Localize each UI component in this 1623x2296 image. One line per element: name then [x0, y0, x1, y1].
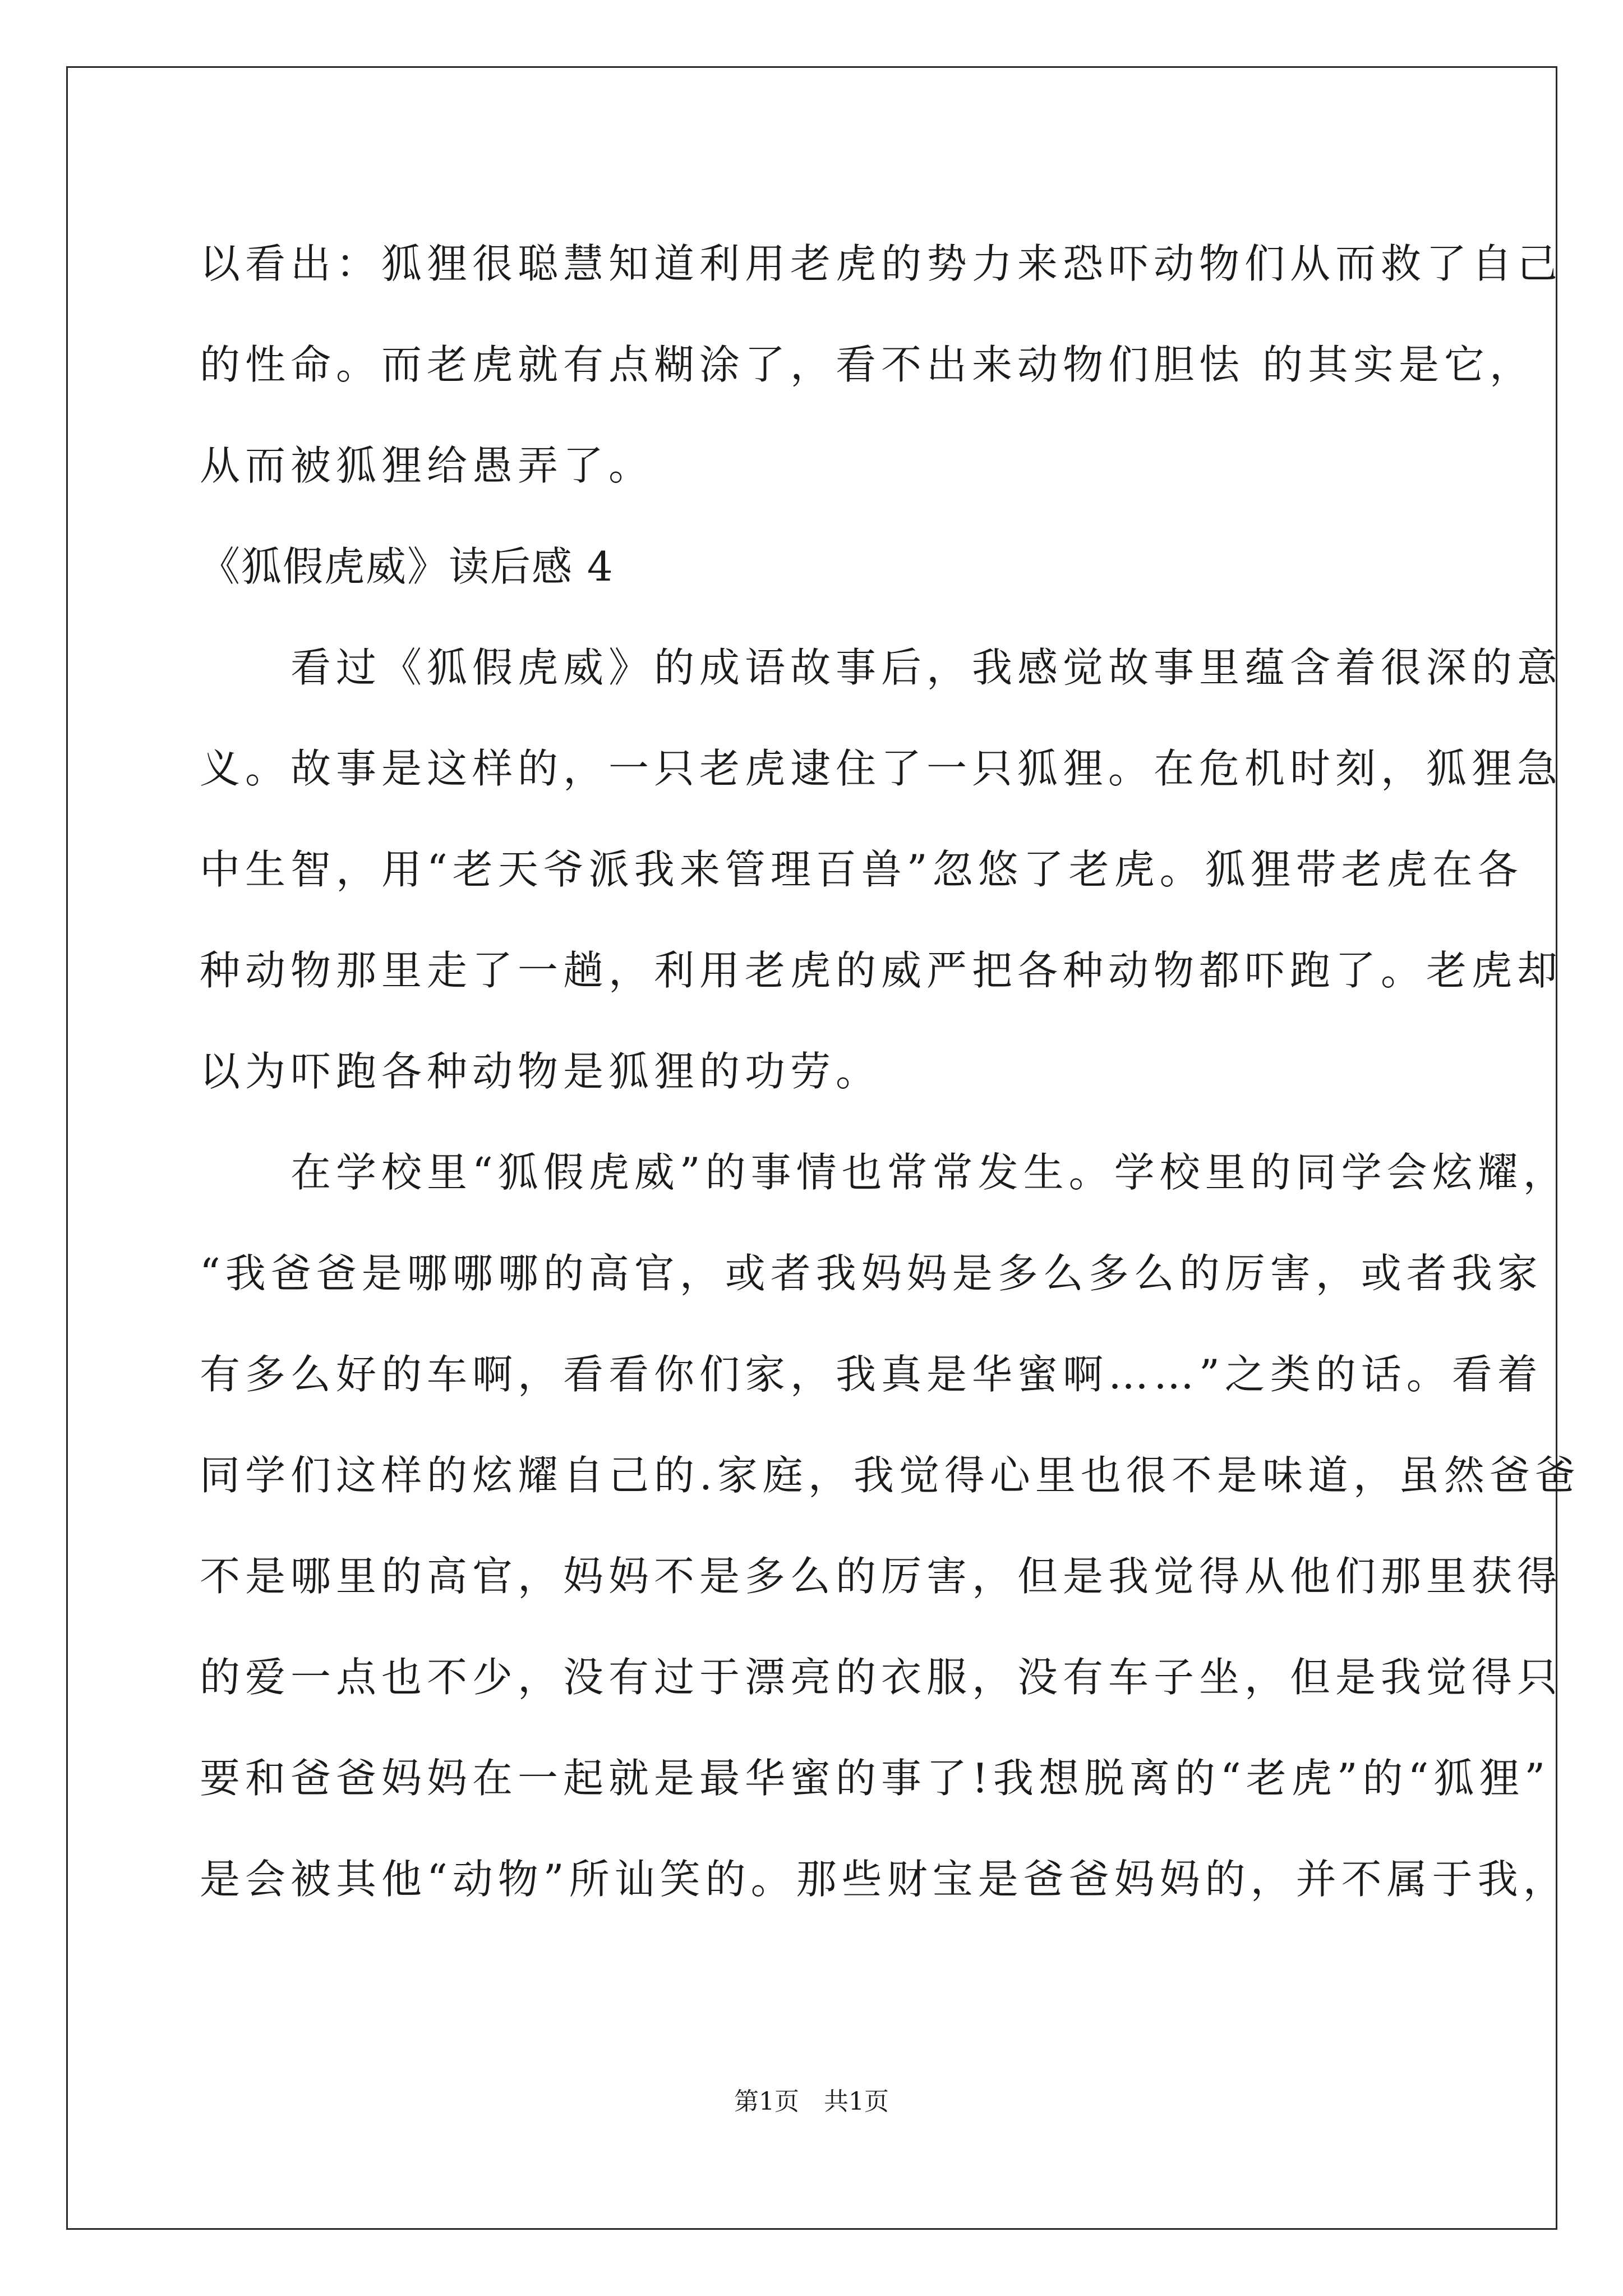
text-line: 种动物那里走了一趟，利用老虎的威严把各种动物都吓跑了。老虎却: [200, 947, 1563, 994]
text-line: 义。故事是这样的，一只老虎逮住了一只狐狸。在危机时刻，狐狸急: [200, 745, 1563, 792]
text-line: 从而被狐狸给愚弄了。: [200, 442, 654, 489]
text-line: 有多么好的车啊，看看你们家，我真是华蜜啊……”之类的话。看着: [200, 1351, 1543, 1398]
text-line: 同学们这样的炫耀自己的.家庭，我觉得心里也很不是味道，虽然爸爸: [200, 1452, 1580, 1499]
text-line: “我爸爸是哪哪哪的高官，或者我妈妈是多么多么的厉害，或者我家: [200, 1250, 1543, 1297]
text-line: 以为吓跑各种动物是狐狸的功劳。: [200, 1048, 882, 1095]
text-line: 中生智，用“老天爷派我来管理百兽”忽悠了老虎。狐狸带老虎在各: [200, 846, 1523, 893]
document-body: [200, 213, 1580, 1930]
page-footer: 第1页 共1页: [734, 2087, 889, 2116]
text-line: 的爱一点也不少，没有过于漂亮的衣服，没有车子坐，但是我觉得只: [200, 1654, 1563, 1701]
text-line: 是会被其他“动物”所讪笑的。那些财宝是爸爸妈妈的，并不属于我，: [200, 1856, 1569, 1903]
text-line: 不是哪里的高官，妈妈不是多么的厉害，但是我觉得从他们那里获得: [200, 1553, 1563, 1600]
text-line: 的性命。而老虎就有点糊涂了，看不出来动物们胆怯 的其实是它，: [200, 341, 1535, 388]
text-line: 在学校里“狐假虎威”的事情也常常发生。学校里的同学会炫耀，: [200, 1149, 1569, 1196]
text-line: 看过《狐假虎威》的成语故事后，我感觉故事里蕴含着很深的意: [200, 644, 1563, 691]
text-line: 要和爸爸妈妈在一起就是最华蜜的事了!我想脱离的“老虎”的“狐狸”: [200, 1755, 1551, 1802]
section-heading: 《狐假虎威》读后感 4: [200, 543, 614, 590]
text-line: 以看出：狐狸很聪慧知道利用老虎的势力来恐吓动物们从而救了自己: [200, 240, 1563, 287]
